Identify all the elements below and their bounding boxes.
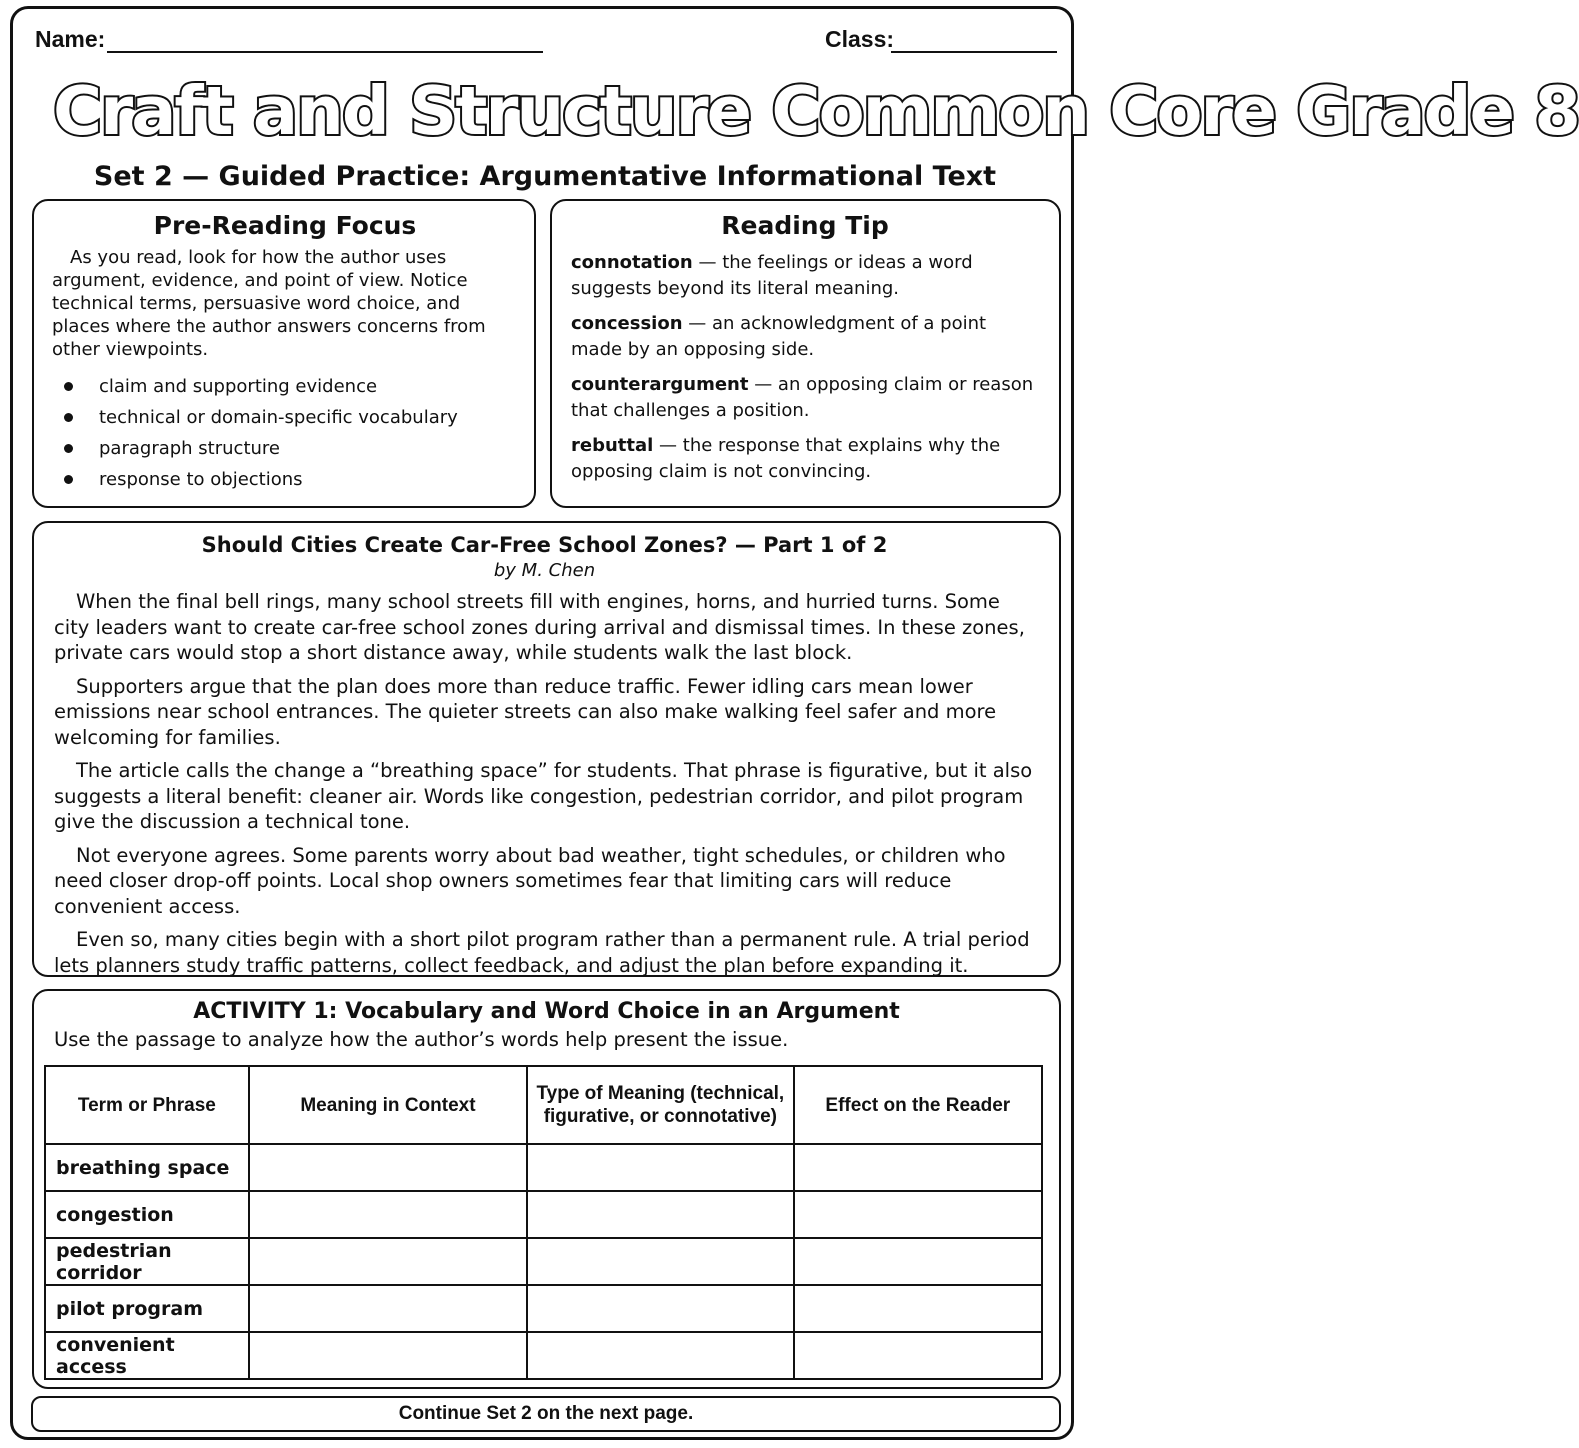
focus-bullet [52,433,518,464]
tip-term: counterargument [571,374,749,395]
focus-bullet [52,464,518,495]
worksheet-title: Craft and Structure Common Core Grade 8 [53,72,1579,150]
pre-reading-focus-box [32,199,536,508]
column-header: Effect on the Reader [794,1066,1042,1144]
focus-bullet-text: paragraph structure [99,438,280,459]
type-answer-cell[interactable] [527,1285,794,1332]
meaning-answer-cell[interactable] [249,1285,527,1332]
class-label: Class: [825,26,895,52]
focus-bullet-text: claim and supporting evidence [99,376,378,397]
focus-bullet-list [52,371,518,495]
article-paragraph: Not everyone agrees. Some parents worry about bad weather, tight schedules, or children who need closer drop-off points. Local shop owners sometimes fear that limiting cars will reduce convenient access. [54,843,1006,918]
article-box [32,521,1061,977]
type-answer-cell[interactable] [527,1191,794,1238]
column-header: Term or Phrase [45,1066,249,1144]
tip-term: connotation [571,252,693,273]
tip-term: concession [571,313,683,334]
article-paragraph: Supporters argue that the plan does more than reduce traffic. Fewer idling cars mean lower emissions near school entrances. The quieter streets can also make walking feel safer and more welcoming for families. [54,674,997,749]
bullet-dot-icon [64,475,73,484]
bullet-dot-icon [64,382,73,391]
tip-entry [571,433,1039,485]
tip-definition: — an acknowledgment of a point made by an opposing side. [571,313,987,360]
effect-answer-cell[interactable] [794,1238,1042,1285]
effect-answer-cell[interactable] [794,1144,1042,1191]
effect-answer-cell[interactable] [794,1332,1042,1379]
type-answer-cell[interactable] [527,1238,794,1285]
reading-tip-box [550,199,1061,508]
table-row [45,1144,1042,1191]
bullet-dot-icon [64,413,73,422]
article-paragraph: When the final bell rings, many school streets fill with engines, horns, and hurried turns. Some city leaders want to create car-free school zones during arrival and dismissal times. In these zones, private cars would stop a short distance away, while students walk the last block. [54,590,1025,664]
worksheet-page [10,6,1579,1440]
activity-title: ACTIVITY 1: Vocabulary and Word Choice in an Argument [193,999,900,1024]
pre-reading-intro: As you read, look for how the author uses argument, evidence, and point of view. Notice technical terms, persuasive word choice, and places where the author answers concerns from other viewpoints. [52,247,486,360]
tip-definition: — the feelings or ideas a word suggests beyond its literal meaning. [571,252,973,299]
table-row [45,1285,1042,1332]
term-cell: congestion [45,1191,249,1238]
focus-bullet-text: technical or domain-specific vocabulary [99,407,458,428]
meaning-answer-cell[interactable] [249,1144,527,1191]
focus-bullet [52,402,518,433]
tip-term: rebuttal [571,435,654,456]
tip-entry [571,311,1039,363]
article-byline: by M. Chen [493,560,596,581]
meaning-answer-cell[interactable] [249,1191,527,1238]
reading-tip-heading: Reading Tip [721,211,889,240]
focus-bullet [52,371,518,402]
table-row [45,1238,1042,1285]
vocabulary-table [44,1065,1043,1380]
type-answer-cell[interactable] [527,1332,794,1379]
effect-answer-cell[interactable] [794,1285,1042,1332]
article-title: Should Cities Create Car-Free School Zones? — Part 1 of 2 [201,533,888,557]
tip-definition: — an opposing claim or reason that challenges a position. [571,374,1034,421]
meaning-answer-cell[interactable] [249,1332,527,1379]
table-header-row [45,1066,1042,1144]
continue-footer: Continue Set 2 on the next page. [31,1396,1061,1432]
tip-entry [571,372,1039,424]
tip-entry [571,250,1039,302]
article-paragraph: Even so, many cities begin with a short pilot program rather than a permanent rule. A trial period lets planners study traffic patterns, collect feedback, and adjust the plan before expanding it. [54,928,1030,977]
article-paragraph: The article calls the change a “breathing space” for students. That phrase is figurative, but it also suggests a literal benefit: cleaner air. Words like congestion, pedestrian corridor, and pilot program give the discussion a technical tone. [54,759,1033,833]
name-line [107,51,543,53]
meaning-answer-cell[interactable] [249,1238,527,1285]
column-header: Meaning in Context [249,1066,527,1144]
column-header: Type of Meaning (technical, figurative, or connotative) [527,1066,794,1144]
term-cell: pilot program [45,1285,249,1332]
term-cell: convenient access [45,1332,249,1379]
table-row [45,1332,1042,1379]
class-line [891,51,1057,53]
term-cell: pedestrian corridor [45,1238,249,1285]
bullet-dot-icon [64,444,73,453]
activity-instructions: Use the passage to analyze how the author’s words help present the issue. [54,1028,789,1051]
table-row [45,1191,1042,1238]
effect-answer-cell[interactable] [794,1191,1042,1238]
focus-bullet-text: response to objections [99,469,303,490]
tip-definition: — the response that explains why the opposing claim is not convincing. [571,435,1001,482]
set-subtitle: Set 2 — Guided Practice: Argumentative Informational Text [93,161,997,192]
name-label: Name: [35,26,106,52]
term-cell: breathing space [45,1144,249,1191]
pre-reading-heading: Pre-Reading Focus [153,211,417,240]
activity-box [32,989,1061,1389]
type-answer-cell[interactable] [527,1144,794,1191]
